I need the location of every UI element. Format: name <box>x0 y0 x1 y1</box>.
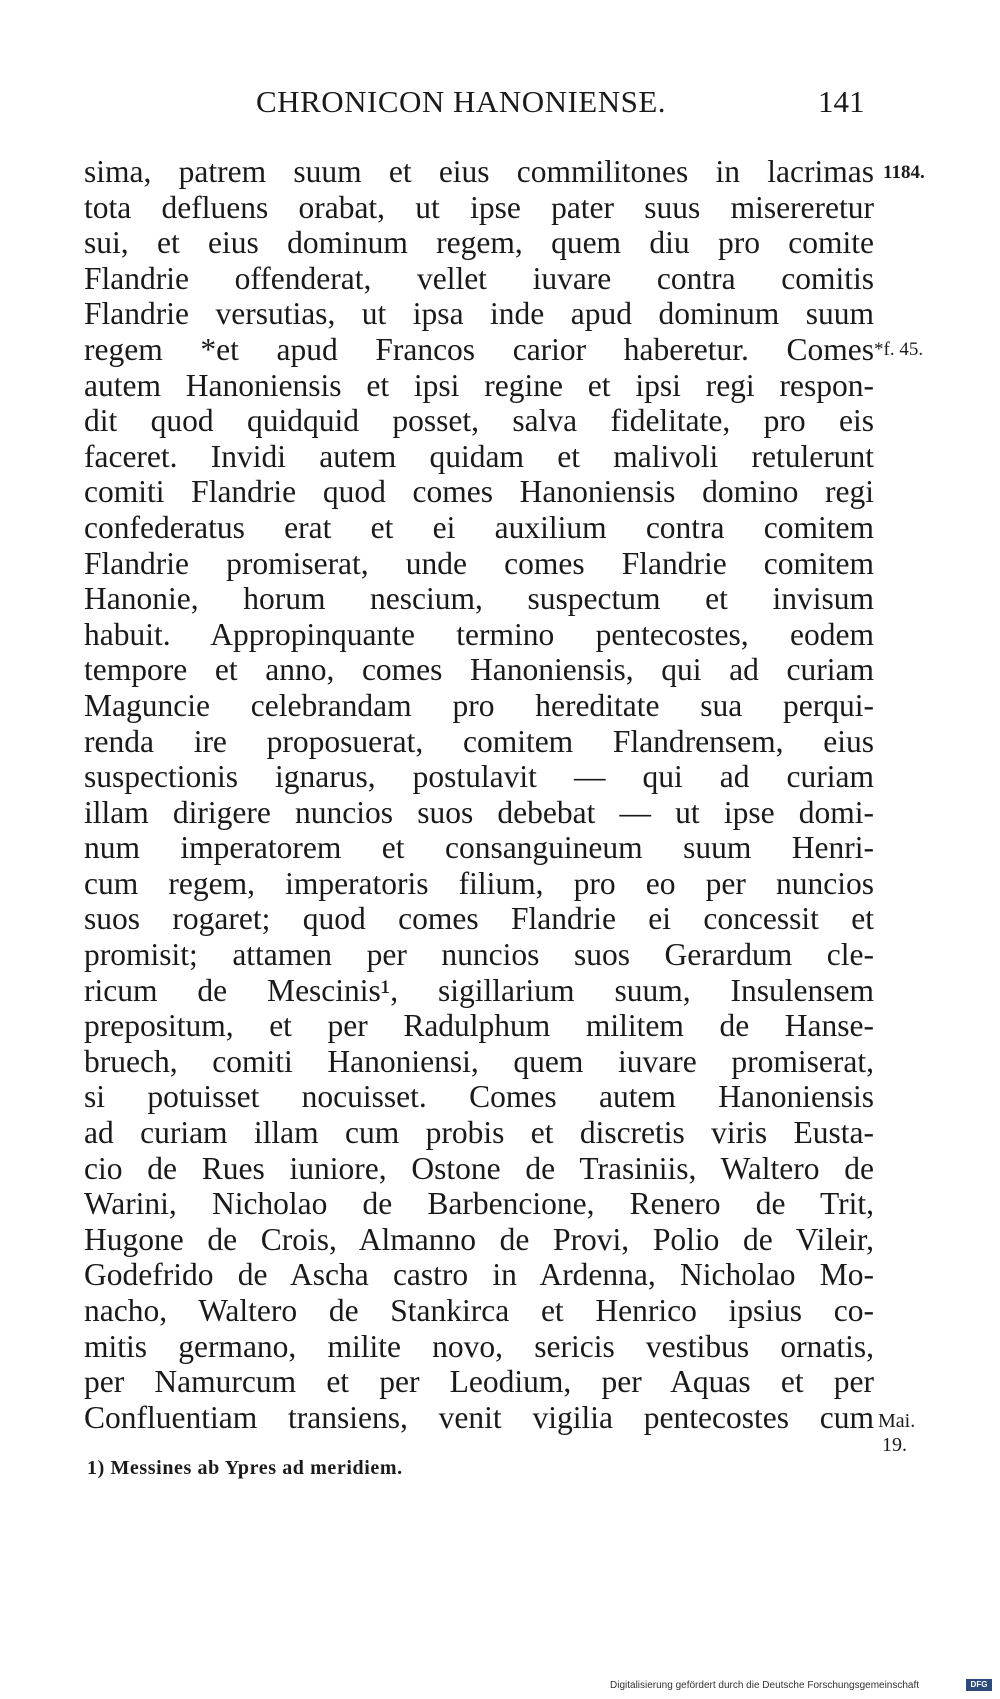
text-line: nacho, Waltero de Stankirca et Henrico ipsius co- <box>84 1293 874 1328</box>
text-line: Warini, Nicholao de Barbencione, Renero de Trit, <box>84 1186 874 1222</box>
text-line: Godefrido de Ascha castro in Ardenna, Nicholao Mo- <box>84 1257 874 1293</box>
text-line: mitis germano, milite novo, sericis vestibus ornatis, <box>84 1328 874 1364</box>
margin-note-year: 1184. <box>883 162 925 183</box>
text-line: Flandrie promiserat, unde comes Flandrie comitem <box>84 545 874 581</box>
text-line: Hugone de Crois, Almanno de Provi, Polio de Vileir, <box>84 1221 874 1257</box>
text-line: illam dirigere nuncios suos debebat — ut ipse domi- <box>84 794 874 830</box>
text-line: ad curiam illam cum probis et discretis viris Eusta- <box>84 1115 874 1151</box>
text-line: num imperatorem et consanguineum suum Henri- <box>84 830 874 866</box>
text-line: sima, patrem suum et eius commilitones in lacrimas <box>84 154 874 189</box>
main-text-block <box>84 154 874 1435</box>
text-line: ricum de Mescinis¹, sigillarium suum, Insulensem <box>84 972 874 1008</box>
text-line: cio de Rues iuniore, Ostone de Trasiniis, Waltero de <box>84 1150 874 1186</box>
text-line: comiti Flandrie quod comes Hanoniensis domino regi <box>84 474 874 510</box>
dfg-logo: DFG <box>966 1679 992 1691</box>
text-line: cum regem, imperatoris filium, pro eo per nuncios <box>84 865 874 901</box>
text-line: regem *et apud Francos carior haberetur. Comes <box>84 331 874 367</box>
margin-note-folio: *f. 45. <box>874 339 924 360</box>
text-line: Hanonie, horum nescium, suspectum et invisum <box>84 581 874 617</box>
running-header <box>0 84 1000 124</box>
text-line: Flandrie versutias, ut ipsa inde apud dominum suum <box>84 296 874 332</box>
digitization-credit: Digitalisierung gefördert durch die Deutsche Forschungsgemeinschaft <box>610 1680 920 1691</box>
text-line: confederatus erat et ei auxilium contra comitem <box>84 509 874 545</box>
text-line: bruech, comiti Hanoniensi, quem iuvare promiserat, <box>84 1043 874 1079</box>
text-line: Flandrie offenderat, vellet iuvare contra comitis <box>84 260 874 296</box>
text-line: prepositum, et per Radulphum militem de Hanse- <box>84 1008 874 1044</box>
text-line: per Namurcum et per Leodium, per Aquas et per <box>84 1364 874 1400</box>
margin-note-day: 19. <box>882 1434 907 1456</box>
text-line: suos rogaret; quod comes Flandrie ei concessit et <box>84 901 874 937</box>
text-line: Maguncie celebrandam pro hereditate sua perqui- <box>84 687 874 723</box>
text-line: dit quod quidquid posset, salva fidelitate, pro eis <box>84 403 874 439</box>
margin-note-month: Mai. <box>878 1410 916 1432</box>
text-line: promisit; attamen per nuncios suos Gerardum cle- <box>84 937 874 973</box>
text-line: tota defluens orabat, ut ipse pater suus misereretur <box>84 189 874 225</box>
text-line: renda ire proposuerat, comitem Flandrensem, eius <box>84 723 874 759</box>
text-line: Confluentiam transiens, venit vigilia pentecostes cum <box>84 1399 874 1435</box>
text-line: tempore et anno, comes Hanoniensis, qui ad curiam <box>84 652 874 688</box>
footnote: 1) Messines ab Ypres ad meridiem. <box>87 1457 403 1479</box>
page-number: 141 <box>818 84 865 119</box>
text-line: sui, et eius dominum regem, quem diu pro comite <box>84 225 874 261</box>
running-title: CHRONICON HANONIENSE. <box>256 84 667 119</box>
text-line: si potuisset nocuisset. Comes autem Hanoniensis <box>84 1079 874 1115</box>
text-line: suspectionis ignarus, postulavit — qui ad curiam <box>84 759 874 795</box>
text-line: habuit. Appropinquante termino pentecostes, eodem <box>84 616 874 652</box>
text-line: autem Hanoniensis et ipsi regine et ipsi regi respon- <box>84 367 874 403</box>
text-line: faceret. Invidi autem quidam et malivoli retulerunt <box>84 438 874 474</box>
